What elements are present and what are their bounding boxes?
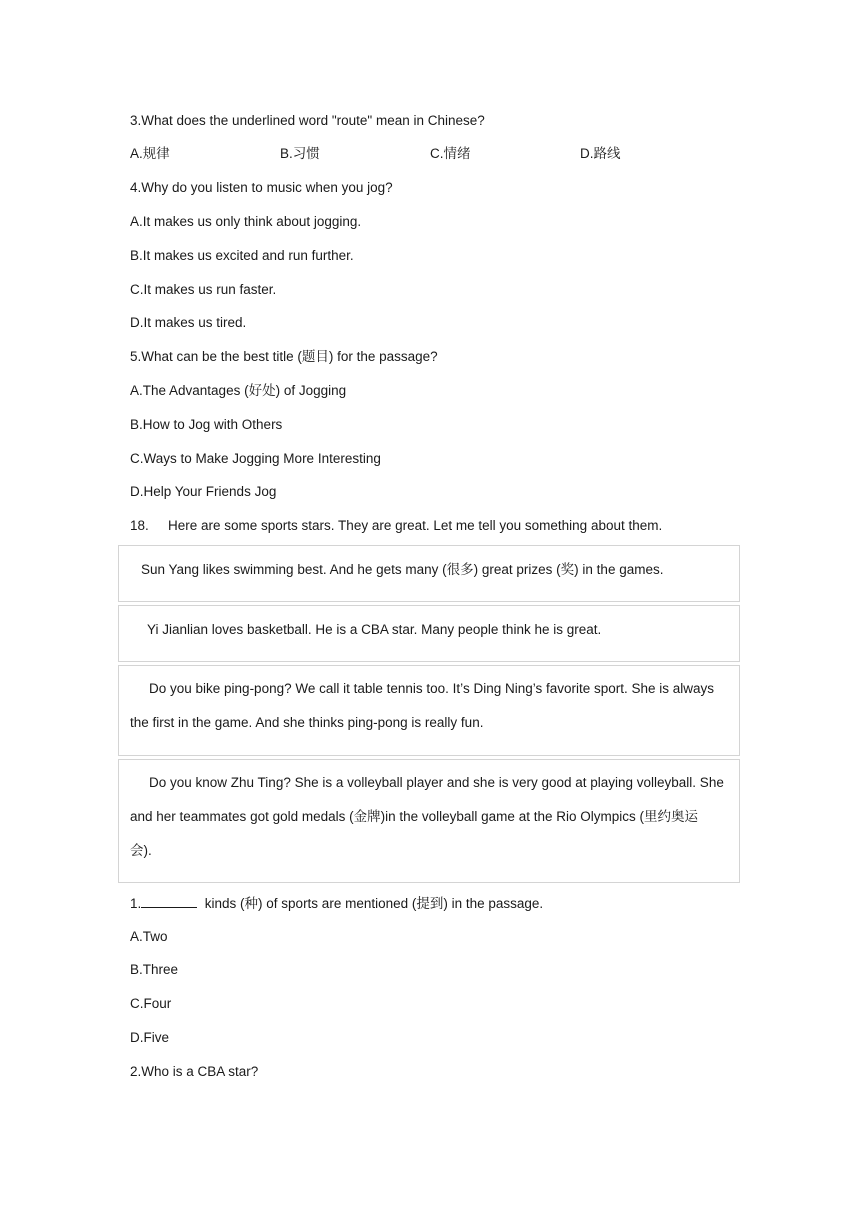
q5-option-a: A.The Advantages (好处) of Jogging: [130, 383, 347, 398]
passage-text: Yi Jianlian loves basketball. He is a CBA star. Many people think he is great.: [147, 622, 602, 637]
passage-box-zhu-ting: [118, 759, 740, 883]
passage-box-ding-ning: [118, 665, 740, 756]
passage-box-yi-jianlian: [118, 605, 740, 662]
passage-box-sun-yang: [118, 545, 740, 602]
q3-option-b: B.习惯: [280, 146, 320, 161]
passage-text: Sun Yang likes swimming best. And he gets many (很多) great prizes (奖) in the games.: [141, 562, 664, 577]
q18-sub1-option-d: D.Five: [130, 1030, 170, 1045]
q5-option-c: C.Ways to Make Jogging More Interesting: [130, 451, 381, 466]
passage-line: 会).: [130, 843, 152, 858]
question-18-intro: [130, 516, 662, 536]
answer-blank[interactable]: [141, 893, 197, 908]
question-18-intro-text: Here are some sports stars. They are great. Let me tell you something about them.: [168, 518, 663, 533]
passage-line: Do you know Zhu Ting? She is a volleyball player and she is very good at playing volleyball. She: [149, 775, 724, 790]
passage-line: Do you bike ping-pong? We call it table tennis too. It’s Ding Ning’s favorite sport. She is always: [149, 681, 715, 696]
q5-option-d: D.Help Your Friends Jog: [130, 484, 277, 499]
q18-sub1-option-c: C.Four: [130, 996, 172, 1011]
q4-option-d: D.It makes us tired.: [130, 315, 247, 330]
q4-option-b: B.It makes us excited and run further.: [130, 248, 354, 263]
q4-option-c: C.It makes us run faster.: [130, 282, 277, 297]
q18-sub1-option-a: A.Two: [130, 929, 168, 944]
q4-option-a: A.It makes us only think about jogging.: [130, 214, 362, 229]
q18-sub1-stem-text: kinds (种) of sports are mentioned (提到) in the passage.: [204, 896, 544, 911]
q18-sub1-option-b: B.Three: [130, 962, 179, 977]
passage-line: and her teammates got gold medals (金牌)in the volleyball game at the Rio Olympics (里约奥运: [130, 809, 698, 824]
q5-option-b: B.How to Jog with Others: [130, 417, 283, 432]
q18-sub1-number: 1.: [130, 896, 142, 911]
passage-line: the first in the game. And she thinks ping-pong is really fun.: [130, 715, 484, 730]
question-4-stem: 4.Why do you listen to music when you jog?: [130, 180, 393, 195]
q18-sub1-stem: [130, 893, 543, 914]
q18-sub2-stem: 2.Who is a CBA star?: [130, 1064, 259, 1079]
q3-option-a: A.规律: [130, 146, 170, 161]
question-3-stem: 3.What does the underlined word "route" mean in Chinese?: [130, 113, 485, 128]
question-18-number: 18.: [130, 518, 149, 533]
question-5-stem: 5.What can be the best title (题目) for the passage?: [130, 349, 438, 364]
q3-option-d: D.路线: [580, 146, 621, 161]
question-3-options: [130, 144, 730, 164]
q3-option-c: C.情绪: [430, 146, 471, 161]
